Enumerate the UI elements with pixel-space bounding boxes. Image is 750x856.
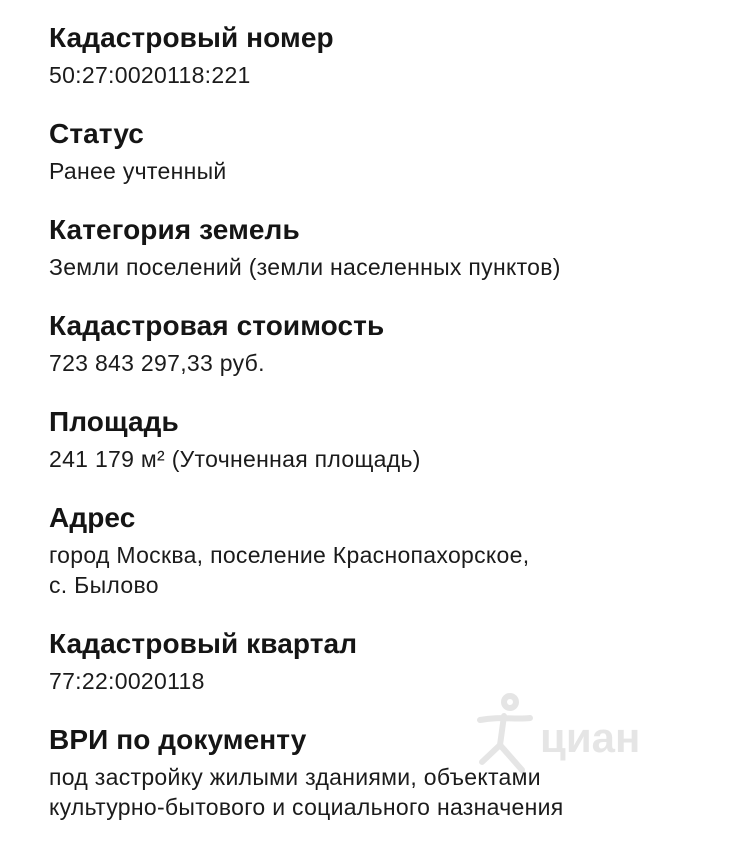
field-label: Площадь (49, 406, 179, 437)
field-cadastral-quarter (49, 627, 729, 696)
field-area (49, 405, 729, 474)
field-value: 723 843 297,33 руб. (49, 350, 265, 376)
field-land-category (49, 213, 729, 282)
cadastral-info-list (49, 21, 729, 849)
field-status (49, 117, 729, 186)
field-value: 50:27:0020118:221 (49, 62, 251, 88)
field-label: Кадастровая стоимость (49, 310, 385, 341)
field-label: ВРИ по документу (49, 724, 307, 755)
field-address (49, 501, 729, 600)
field-permitted-use (49, 723, 729, 822)
field-cadastral-value (49, 309, 729, 378)
field-value: Земли поселений (земли населенных пунктов) (49, 254, 561, 280)
field-value-line: с. Былово (49, 572, 159, 598)
field-label: Категория земель (49, 214, 300, 245)
field-label: Кадастровый номер (49, 22, 334, 53)
field-value-line: под застройку жилыми зданиями, объектами (49, 764, 541, 790)
field-value-line: город Москва, поселение Краснопахорское, (49, 542, 530, 568)
field-value (49, 540, 729, 600)
field-value (49, 762, 729, 822)
field-label: Кадастровый квартал (49, 628, 358, 659)
field-value-line: культурно-бытового и социального назначения (49, 794, 564, 820)
field-cadastral-number (49, 21, 729, 90)
field-label: Адрес (49, 502, 136, 533)
watermark-text: циан (540, 714, 641, 761)
field-label: Статус (49, 118, 144, 149)
field-value: Ранее учтенный (49, 158, 227, 184)
field-value: 77:22:0020118 (49, 668, 205, 694)
field-value: 241 179 м² (Уточненная площадь) (49, 446, 421, 472)
